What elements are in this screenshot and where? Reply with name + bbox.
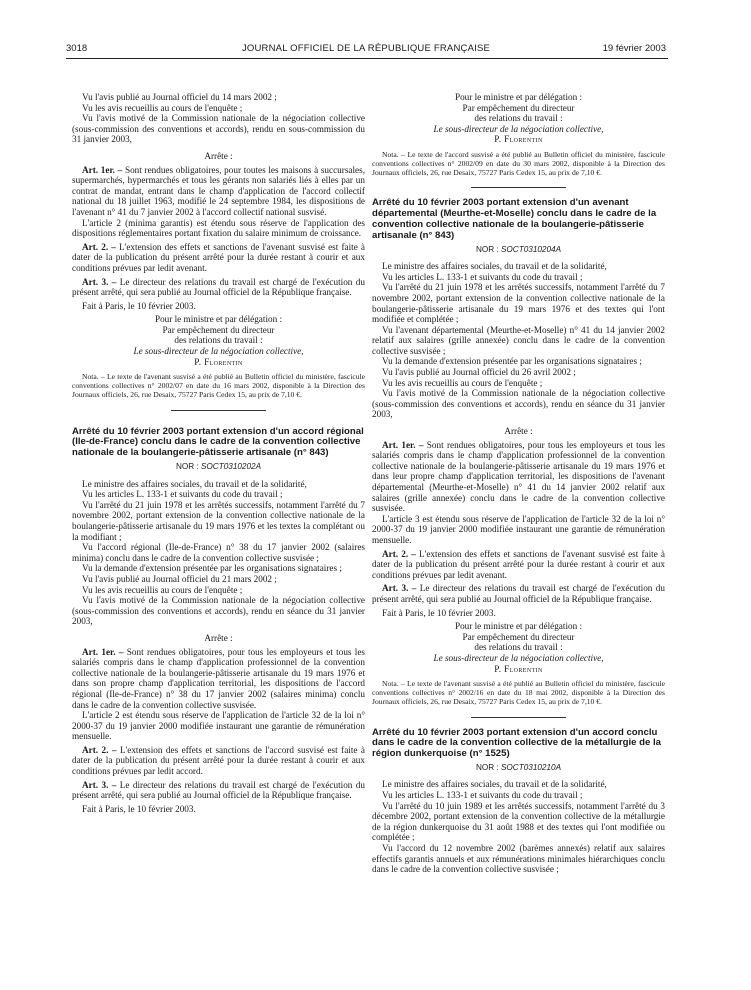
issue-date: 19 février 2003 [602,43,666,54]
article-label: Art. 2. – [82,744,117,755]
visa-line: Vu l'avis publié au Journal officiel du 26 avril 2002 ; [382,367,576,378]
article [72,647,365,711]
left-column [72,92,365,814]
article-text: Le directeur des relations du travail est chargé de l'exécution du présent arrêté, qui sera publié au Journal officiel de la République française. [372,583,665,604]
article [72,745,365,777]
article-label: Art. 3. – [382,583,417,594]
signature-line: des relations du travail : [474,642,563,653]
article [372,440,665,514]
visa-line: Vu l'avis publié au Journal officiel du 21 mars 2002 ; [82,573,277,584]
page-header [66,43,666,57]
article-text: Sont rendues obligatoires, pour toutes les maisons à succursales, supermarchés, hypermarchés et tous les gérants non salariés liés à elles par un contrat de mandat, entrant dans le champ d'application de l'accord collectif national du 18 juillet 1963, modifié le 24 septembre 1984, les dispositions de l'avenant n° 41 du 7 janvier 2002 à l'accord collectif national susvisé. [72,164,365,217]
article-text: Le directeur des relations du travail est chargé de l'exécution du présent arrêté, qui sera publié au Journal officiel de la République française. [72,779,365,801]
fait-line: Fait à Paris, le 10 février 2003. [382,607,496,618]
visa-line: Vu l'accord du 12 novembre 2002 (barèmes annexés) relatif aux salaires effectifs garantis annuels et aux rémunérations minimales hiérarchiques conclu dans le cadre de la convention collective susvisée ; [372,843,665,875]
article [72,165,365,218]
signature-line: Par empêchement du directeur [162,324,275,335]
decree-title: Arrêté du 10 février 2003 portant extension d'un avenant départemental (Meurthe-et-Moselle) conclu dans le cadre de la convention collective nationale de la boulangerie-pâtisserie artisanale (n° 843) [372,197,657,241]
visa-line: Vu l'arrêté du 21 juin 1978 et les arrêtés successifs, notamment l'arrêté du 7 novembre 2002, portant extension de la convention collective nationale de la boulangerie-pâtisserie artisanale du 19 mars 1976 et les textes la complétant ou la modifiant ; [72,499,365,542]
article-text: L'extension des effets et sanctions de l'avenant susvisé est faite à dater de la publication du présent arrêté pour la durée restant à courir et aux conditions prévues par ledit avenant. [372,548,666,580]
article [72,242,365,274]
visa-line: Le ministre des affaires sociales, du travail et de la solidarité, [82,478,307,489]
article-label: Art. 1er. – [82,646,124,657]
signature-name: P. Florentin [494,663,543,674]
article-text: Le directeur des relations du travail est chargé de l'exécution du présent arrêté, qui sera publié au Journal officiel de la République française. [72,276,365,298]
article [72,277,365,298]
fait-line: Fait à Paris, le 10 février 2003. [82,300,196,311]
article-label: Art. 1er. – [82,164,123,175]
signature-name: P. Florentin [194,356,243,367]
signature-block [72,314,365,367]
nota: Nota. – Le texte de l'avenant susvisé a été publié au Bulletin officiel du ministère, fascicule conventions collectives n° 2002/07 en date du 16 mars 2002, disponible à la Direction des Journaux officiels, 26, rue Desaix, 75727 Paris Cedex 15, au prix de 7,10 €. [72,372,365,399]
nor-code: SOCT0310210A [500,762,562,772]
nor-reference [372,245,665,256]
nor-reference [372,763,665,774]
arrete-label: Arrête : [204,150,233,161]
decree-title: Arrêté du 10 février 2003 portant extension d'un accord régional (Ile-de-France) conclu dans le cadre de la convention collective nationale de la boulangerie-pâtisserie artisanale (n° 843) [72,425,364,459]
article-label: Art. 2. – [82,241,116,252]
signature-line: Pour le ministre et par délégation : [154,314,283,325]
visa-line: Vu la demande d'extension présentée par les organisations signataires ; [382,356,642,367]
signature-line: des relations du travail : [474,113,563,124]
nor-label: NOR : [475,244,499,254]
signature-line: des relations du travail : [174,335,263,346]
signature-title: Le sous-directeur de la négociation collective, [433,652,604,663]
visa-line: Vu l'avis motivé de la Commission nationale de la négociation collective (sous-commission des conventions et accords), rendu en sous-commission du 31 janvier 2003, [72,113,365,145]
header-rule [66,58,668,59]
visa-line: Vu l'avis publié au Journal officiel du 14 mars 2002 ; [82,92,277,102]
visa-line: Vu les avis recueillis au cours de l'enquête ; [82,102,243,113]
article-label: Art. 2. – [382,548,416,559]
article-label: Art. 3. – [82,779,117,790]
signature-line: Par empêchement du directeur [462,102,575,113]
article [372,583,665,604]
nota: Nota. – Le texte de l'accord susvisé a été publié au Bulletin officiel du ministère, fascicule conventions collectives n° 2002/09 en date du 30 mars 2002, disponible à la Direction des Journaux officiels, 26, rue Desaix, 75727 Paris Cedex 15, au prix de 7,10 €. [372,149,665,177]
visa-line: Vu les avis recueillis au cours de l'enquête ; [82,584,243,595]
section-separator [471,717,566,718]
signature-name: P. Florentin [494,134,543,145]
visa-line: Vu les articles L. 133-1 et suivants du code du travail ; [382,790,583,801]
article-text: Sont rendues obligatoires, pour tous les employeurs et tous les salariés compris dans le champ d'application professionnel de la convention collective nationale de la boulangerie-pâtisserie artisanale du 19 mars 1976 et dans son propre champ d'application territorial, les dispositions de l'accord régional (Ile-de-France) n° 38 du 17 janvier 2002 (salaires minima) conclu dans le cadre de la convention collective susvisée. [72,646,366,710]
nor-label: NOR : [175,462,199,472]
article-paragraph: L'article 3 est étendu sous réserve de l'application de l'article 32 de la loi n° 2000-37 du 19 janvier 2000 modifiée instaurant une garantie de rémunération mensuelle. [372,513,665,545]
article-text: Sont rendues obligatoires, pour tous les employeurs et tous les salariés compris dans le champ d'application professionnel de la convention collective nationale de la boulangerie-pâtisserie artisanale du 19 mars 1976 et dans leur propre champ d'application territorial, les dispositions de l'avenant départemental (Meurthe-et-Moselle) n° 41 du 14 janvier 2002 relatif aux salaires (grille annexée) conclu dans le cadre de la convention collective susvisée. [372,439,666,514]
arrete-label: Arrête : [204,632,233,643]
article-paragraph: L'article 2 est étendu sous réserve de l'application de l'article 32 de la loi n° 2000-37 du 19 janvier 2000 modifiée instaurant une garantie de rémunération mensuelle. [72,710,365,742]
signature-line: Par empêchement du directeur [462,631,575,642]
section-separator [471,187,566,188]
article-label: Art. 1er. – [382,439,424,450]
visa-line: Vu l'arrêté du 10 juin 1989 et les arrêtés successifs, notamment l'arrêté du 3 décembre 2002, portant extension de la convention collective de la métallurgie de la région dunkerquoise du 31 août 1988 et des textes qui l'ont modifiée ou complétée ; [372,800,665,843]
visa-line: Le ministre des affaires sociales, du travail et de la solidarité, [382,261,607,272]
right-column [372,92,665,875]
article-text: L'extension des effets et sanctions de l'accord susvisé est faite à dater de la publication du présent arrêté pour la durée restant à courir et aux conditions prévues par ledit accord. [72,744,366,777]
visa-line: Vu l'accord régional (Ile-de-France) n° 38 du 17 janvier 2002 (salaires minima) conclu dans le cadre de la convention collective susvisée ; [72,542,365,563]
page-number: 3018 [66,43,88,54]
nor-code: SOCT0310204A [500,244,562,254]
signature-title: Le sous-directeur de la négociation collective, [433,123,604,134]
decree-title: Arrêté du 10 février 2003 portant extension d'un accord conclu dans le cadre de la convention collective de la métallurgie de la région dunkerquoise (n° 1525) [372,726,661,760]
article-label: Art. 3. – [82,276,117,287]
article [72,780,365,801]
nor-code: SOCT0310202A [200,462,262,472]
signature-block [372,621,665,674]
visa-line: Vu les avis recueillis au cours de l'enquête ; [382,377,543,388]
fait-line: Fait à Paris, le 10 février 2003. [82,803,196,814]
visa-line: Le ministre des affaires sociales, du travail et de la solidarité, [382,779,607,790]
section-separator [171,410,266,411]
visa-line: Vu l'avis motivé de la Commission nationale de la négociation collective (sous-commission des conventions et accords), rendu en séance du 31 janvier 2003, [72,595,365,627]
journal-title: JOURNAL OFFICIEL DE LA RÉPUBLIQUE FRANÇAISE [241,43,491,54]
visa-line: Vu les articles L. 133-1 et suivants du code du travail ; [82,489,283,500]
article [372,549,665,581]
nor-label: NOR : [475,762,499,772]
signature-block [372,92,665,145]
visa-line: Vu l'avenant départemental (Meurthe-et-Moselle) n° 41 du 14 janvier 2002 relatif aux salaires (grille annexée) conclu dans le cadre de la convention collective susvisée ; [372,324,665,356]
signature-title: Le sous-directeur de la négociation collective, [133,346,304,357]
nor-reference [72,462,365,473]
article-text: L'extension des effets et sanctions de l'avenant susvisé est faite à dater de la publication du présent arrêté pour la durée restant à courir et aux conditions prévues par ledit avenant. [72,241,366,273]
signature-line: Pour le ministre et par délégation : [454,621,583,632]
visa-line: Vu la demande d'extension présentée par les organisations signataires ; [82,563,342,574]
signature-line: Pour le ministre et par délégation : [454,92,583,102]
visa-line: Vu l'avis motivé de la Commission nationale de la négociation collective (sous-commission des conventions et accords), rendu en séance du 31 janvier 2003, [372,388,665,420]
visa-line: Vu l'arrêté du 21 juin 1978 et les arrêtés successifs, notamment l'arrêté du 7 novembre 2002, portant extension de la convention collective nationale de la boulangerie-pâtisserie artisanale du 19 mars 1976 et des textes qui l'ont modifiée et complétée ; [372,282,665,325]
article-paragraph: L'article 2 (minima garantis) est étendu sous réserve de l'application des dispositions réglementaires portant fixation du salaire minimum de croissance. [72,217,365,239]
nota: Nota. – Le texte de l'avenant susvisé a été publié au Bulletin officiel du ministère, fascicule conventions collectives n° 2002/16 en date du 18 mai 2002, disponible à la Direction des Journaux officiels, 26, rue Desaix, 75727 Paris Cedex 15, au prix de 7,10 €. [372,679,665,706]
arrete-label: Arrête : [504,426,533,437]
visa-line: Vu les articles L. 133-1 et suivants du code du travail ; [382,271,583,282]
